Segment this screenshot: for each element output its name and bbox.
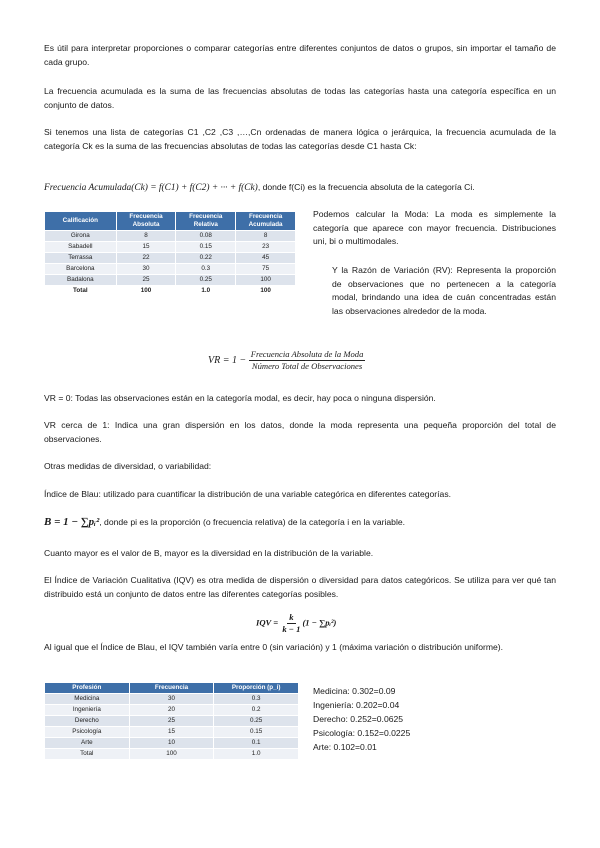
table1-cell: 0.22 <box>176 253 236 264</box>
formula-vr-numerator: Frecuencia Absoluta de la Moda <box>250 349 364 359</box>
table1-cell: 23 <box>236 242 296 253</box>
table1-cell: 22 <box>116 253 176 264</box>
table-row <box>45 716 299 727</box>
formula-vr-denominator: Número Total de Observaciones <box>251 361 363 371</box>
table2-cell: Derecho <box>45 716 130 727</box>
formula-vr-fraction <box>249 349 366 372</box>
table1-cell: Sabadell <box>45 242 117 253</box>
table-row <box>45 275 296 286</box>
paragraph-otras-medidas: Otras medidas de diversidad, o variabilidad: <box>44 461 212 471</box>
table1-cell: 75 <box>236 264 296 275</box>
table2-cell: 0.1 <box>214 738 299 749</box>
table2-cell: 1.0 <box>214 749 299 760</box>
table2-cell: 20 <box>129 705 214 716</box>
table-row <box>45 242 296 253</box>
table2-cell: 25 <box>129 716 214 727</box>
table-row <box>45 749 299 760</box>
table1-cell: Terrassa <box>45 253 117 264</box>
table2-cell: Ingeniería <box>45 705 130 716</box>
blau-formula-line <box>44 516 556 530</box>
formula-iqv-numerator: k <box>289 612 294 622</box>
table-row <box>45 738 299 749</box>
formula-iqv-lhs: IQV = <box>256 617 281 628</box>
square-line-medicina: Medicina: 0.302=0.09 <box>313 686 396 696</box>
table2-cell: 15 <box>129 727 214 738</box>
table2-cell: 100 <box>129 749 214 760</box>
square-line-derecho: Derecho: 0.252=0.0625 <box>313 714 404 724</box>
paragraph-blau: Índice de Blau: utilizado para cuantificar la distribución de una variable categórica en diferentes categorías. <box>44 489 452 499</box>
table2-cell: Arte <box>45 738 130 749</box>
table2-cell: Medicina <box>45 694 130 705</box>
formula-blau: B = 1 − ∑pᵢ² <box>44 516 100 528</box>
table-row <box>45 705 299 716</box>
table-row <box>45 231 296 242</box>
table-row <box>45 694 299 705</box>
paragraph-lista-categorias: Si tenemos una lista de categorías C1 ,C2 ,C3 ,…,Cn ordenadas de manera lógica o jerárquica, la frecuencia acumulada de la categoría Ck es la suma de las frecuencias absolutas de todas las categorías desde C1 hasta Ck: <box>44 127 556 151</box>
table1-cell: Badalona <box>45 275 117 286</box>
paragraph-iqv: El Índice de Variación Cualitativa (IQV) es otra medida de dispersión o diversidad para datos categóricos. Se utiliza para ver qué tan distribuido está un conjunto de datos entre las diferentes categorías posibles. <box>44 575 556 599</box>
table-row <box>45 727 299 738</box>
table-row-total <box>45 286 296 297</box>
table2-cell: 10 <box>129 738 214 749</box>
table1-cell: 0.3 <box>176 264 236 275</box>
table2-cell: 30 <box>129 694 214 705</box>
table1-cell: 0.15 <box>176 242 236 253</box>
table1-cell: 45 <box>236 253 296 264</box>
blau-description: , donde pi es la proporción (o frecuencia relativa) de la categoría i en la variable. <box>99 517 406 527</box>
table2-cell: 0.25 <box>214 716 299 727</box>
formula-vr <box>208 349 365 372</box>
table2-cell: 0.3 <box>214 694 299 705</box>
table2-cell: 0.15 <box>214 727 299 738</box>
table1-cell: 100 <box>116 286 176 297</box>
table1-header: Frecuencia Acumulada <box>236 212 296 231</box>
table1-header: Frecuencia Absoluta <box>116 212 176 231</box>
formula-frecuencia-acumulada <box>44 181 564 196</box>
table1-cell: 8 <box>236 231 296 242</box>
table1-cell: Total <box>45 286 117 297</box>
table1-cell: 100 <box>236 286 296 297</box>
formula-iqv-denominator: k − 1 <box>282 624 301 634</box>
table1-cell: Barcelona <box>45 264 117 275</box>
table-profesiones <box>44 682 299 760</box>
paragraph-razon-variacion: Y la Razón de Variación (RV): Representa la proporción de observaciones que no pertenecen a la categoría modal, brindando una idea de cuán concentradas están las observaciones alrededor de la moda. <box>332 265 556 316</box>
table1-cell: 100 <box>236 275 296 286</box>
table1-header: Calificación <box>45 212 117 231</box>
paragraph-vr1: VR cerca de 1: Indica una gran dispersión en los datos, donde la moda representa una pequeña proporción del total de observaciones. <box>44 420 556 444</box>
paragraph-moda: Podemos calcular la Moda: La moda es simplemente la categoría que aparece con mayor frecuencia. Distribuciones uni, bi o multimodales. <box>313 209 556 247</box>
table1-cell: 15 <box>116 242 176 253</box>
paragraph-vr0: VR = 0: Todas las observaciones están en la categoría modal, es decir, hay poca o ninguna dispersión. <box>44 393 436 403</box>
table-row <box>45 264 296 275</box>
formula-iqv <box>256 612 336 635</box>
square-line-arte: Arte: 0.102=0.01 <box>313 742 377 752</box>
paragraph-frecuencia-acumulada: La frecuencia acumulada es la suma de las frecuencias absolutas de todas las categorías hasta una categoría específica en un conjunto de datos. <box>44 86 556 110</box>
table2-cell: Total <box>45 749 130 760</box>
table2-cell: 0.2 <box>214 705 299 716</box>
table-calificaciones <box>44 211 296 297</box>
square-line-ingenieria: Ingeniería: 0.202=0.04 <box>313 700 400 710</box>
table1-cell: 30 <box>116 264 176 275</box>
formula-vr-lhs: VR = 1 − <box>208 354 249 366</box>
table1-cell: 0.25 <box>176 275 236 286</box>
table1-header: Frecuencia Relativa <box>176 212 236 231</box>
table2-header: Proporción (p_i) <box>214 683 299 694</box>
square-line-psicologia: Psicología: 0.152=0.0225 <box>313 728 411 738</box>
formula-iqv-rhs: (1 − ∑pᵢ²) <box>302 617 337 628</box>
table2-header: Frecuencia <box>129 683 214 694</box>
paragraph-iqv-rango: Al igual que el Índice de Blau, el IQV también varía entre 0 (sin variación) y 1 (máxima variación o distribución uniforme). <box>44 642 504 652</box>
paragraph-mayor-b: Cuanto mayor es el valor de B, mayor es la diversidad en la distribución de la variable. <box>44 548 374 558</box>
table1-cell: 25 <box>116 275 176 286</box>
formula-frecuencia-acumulada-expr: Frecuencia Acumulada(Ck) = f(C1) + f(C2) + ··· + f(Ck) <box>44 183 258 193</box>
paragraph-intro: Es útil para interpretar proporciones o comparar categorías entre diferentes conjuntos de datos o grupos, sin importar el tamaño de cada grupo. <box>44 43 556 67</box>
formula-iqv-fraction <box>280 612 302 635</box>
table2-cell: Psicología <box>45 727 130 738</box>
table2-header: Profesión <box>45 683 130 694</box>
formula-frecuencia-acumulada-desc: , donde f(Ci) es la frecuencia absoluta de la categoría Ci. <box>257 182 475 192</box>
table-row <box>45 253 296 264</box>
table1-cell: 0.08 <box>176 231 236 242</box>
table1-cell: 1.0 <box>176 286 236 297</box>
table1-cell: 8 <box>116 231 176 242</box>
table1-cell: Girona <box>45 231 117 242</box>
